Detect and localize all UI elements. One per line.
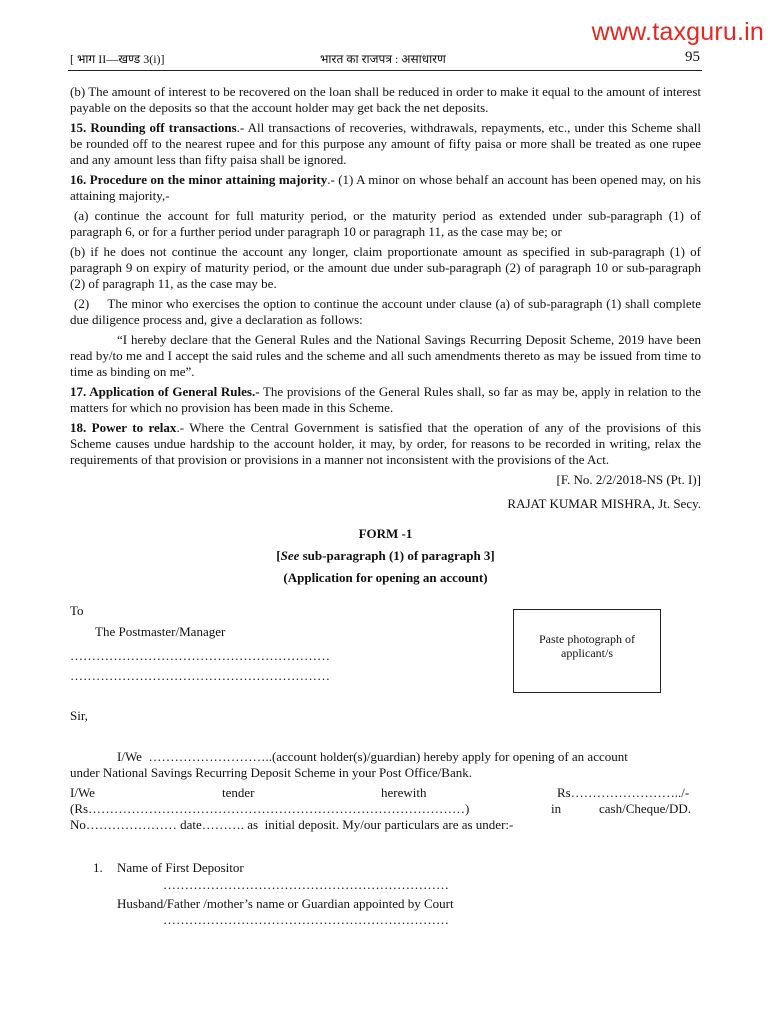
section-16-heading: 16. Procedure on the minor attaining majority — [70, 172, 328, 187]
section-17 — [70, 384, 701, 416]
payment-mode: cash/Cheque/DD. — [599, 801, 692, 816]
clause-b-paragraph: (b) The amount of interest to be recovered on the loan shall be reduced in order to make it equal to the amount of interest payable on the deposits so that the account holder may get back the net deposits. — [70, 84, 701, 115]
section-17-text: The provisions of the General Rules shall, so far as may be, apply in relation to the matters for which no provision has been made in this Scheme. — [70, 384, 702, 415]
section-15-heading: 15. Rounding off transactions — [70, 120, 237, 135]
form-reference-see: See — [280, 548, 300, 563]
section-15-text: .- All transactions of recoveries, withdrawals, repayments, etc., under this Scheme shall be rounded off to the nearest rupee and for this purpose any amount of fifty paisa or more shall be treated as one rupee and any amount less than fifty paisa shall be ignored. — [70, 120, 701, 167]
section-16-sub-2: (2) The minor who exercises the option to continue the account under clause (a) of sub-paragraph (1) shall complete due diligence process and, give a declaration as follows: — [70, 296, 705, 327]
item-1-number: 1. — [93, 860, 103, 875]
section-18-heading: 18. Power to relax — [70, 420, 177, 435]
header-divider — [68, 70, 702, 71]
site-watermark: www.taxguru.in — [591, 18, 764, 46]
to-label: To — [70, 603, 84, 618]
tender-iwe: I/We — [70, 785, 95, 800]
rs-amount-field: Rs……………………../- — [557, 785, 690, 800]
section-16-clause-a: (a) continue the account for full maturity period, or the maturity period as extended under sub-paragraph (1) of paragraph 6, or for a further period under paragraph 10 or paragraph 11, as the case may be; or — [70, 208, 701, 239]
application-line-1: I/We ………………………..(account holder(s)/guardian) hereby apply for opening of an account — [117, 749, 628, 764]
application-line-2: under National Savings Recurring Deposit Scheme in your Post Office/Bank. — [70, 765, 472, 780]
item-1-dots: ………………………………………………………… — [163, 877, 449, 892]
in-word: in — [551, 801, 562, 816]
section-17-heading: 17. Application of General Rules.- — [70, 384, 260, 399]
gazette-part-label: [ भाग II—खण्ड 3(i)] — [70, 52, 165, 66]
address-line-1: …………………………………………………… — [70, 648, 330, 663]
signatory-name: RAJAT KUMAR MISHRA, Jt. Secy. — [507, 496, 701, 511]
section-18-text: .- Where the Central Government is satisfied that the operation of any of the provisions of this Scheme causes undue hardship to the account holder, it may, by order, for reasons to be recorded in writing, relax the requirements of that provision or provisions in a manner not inconsistent with the provisions of the Act. — [70, 420, 701, 467]
file-number: [F. No. 2/2/2018-NS (Pt. I)] — [556, 472, 701, 487]
tender-word: tender — [222, 785, 255, 800]
page-number: 95 — [685, 49, 700, 65]
form-reference-rest: sub-paragraph (1) of paragraph 3] — [299, 548, 495, 563]
section-16-text: .- (1) A minor on whose behalf an account has been opened may, on his attaining majority,- — [70, 172, 701, 203]
document-body — [70, 84, 705, 590]
form-title: FORM -1 — [358, 526, 413, 541]
address-line-2: …………………………………………………… — [70, 668, 330, 683]
guardian-label: Husband/Father /mother’s name or Guardian appointed by Court — [117, 896, 454, 911]
declaration-quote: “I hereby declare that the General Rules and the National Savings Recurring Deposit Scheme, 2019 have been read by/to me and I accept the said rules and the scheme and all such amendments thereto as may be issued from time to time as binding on me”. — [70, 332, 701, 379]
guardian-dots: ………………………………………………………… — [163, 912, 449, 927]
photo-box: Paste photograph of applicant/s — [513, 609, 661, 693]
cheque-number-line: No………………… date………. as initial deposit. My/our particulars are as under:- — [70, 817, 514, 832]
form-reference-open: [ — [276, 548, 281, 563]
section-15 — [70, 120, 701, 168]
rs-words-field: (Rs……………………………………………………………………………) — [70, 801, 470, 816]
form-reference — [70, 548, 701, 564]
addressee: The Postmaster/Manager — [95, 624, 226, 639]
gazette-title: भारत का राजपत्र : असाधारण — [320, 52, 446, 66]
form-purpose: (Application for opening an account) — [283, 570, 488, 585]
salutation: Sir, — [70, 708, 88, 723]
section-16-clause-b: (b) if he does not continue the account any longer, claim proportionate amount as specified in sub-paragraph (1) of paragraph 9 on expiry of maturity period, or the amount due under sub-paragraph (2) of paragraph 10 or sub-paragraph (2) of paragraph 11, as the case may be. — [70, 244, 701, 291]
section-18 — [70, 420, 701, 468]
herewith-word: herewith — [381, 785, 427, 800]
section-16 — [70, 172, 701, 204]
item-1-label: Name of First Depositor — [117, 860, 244, 875]
